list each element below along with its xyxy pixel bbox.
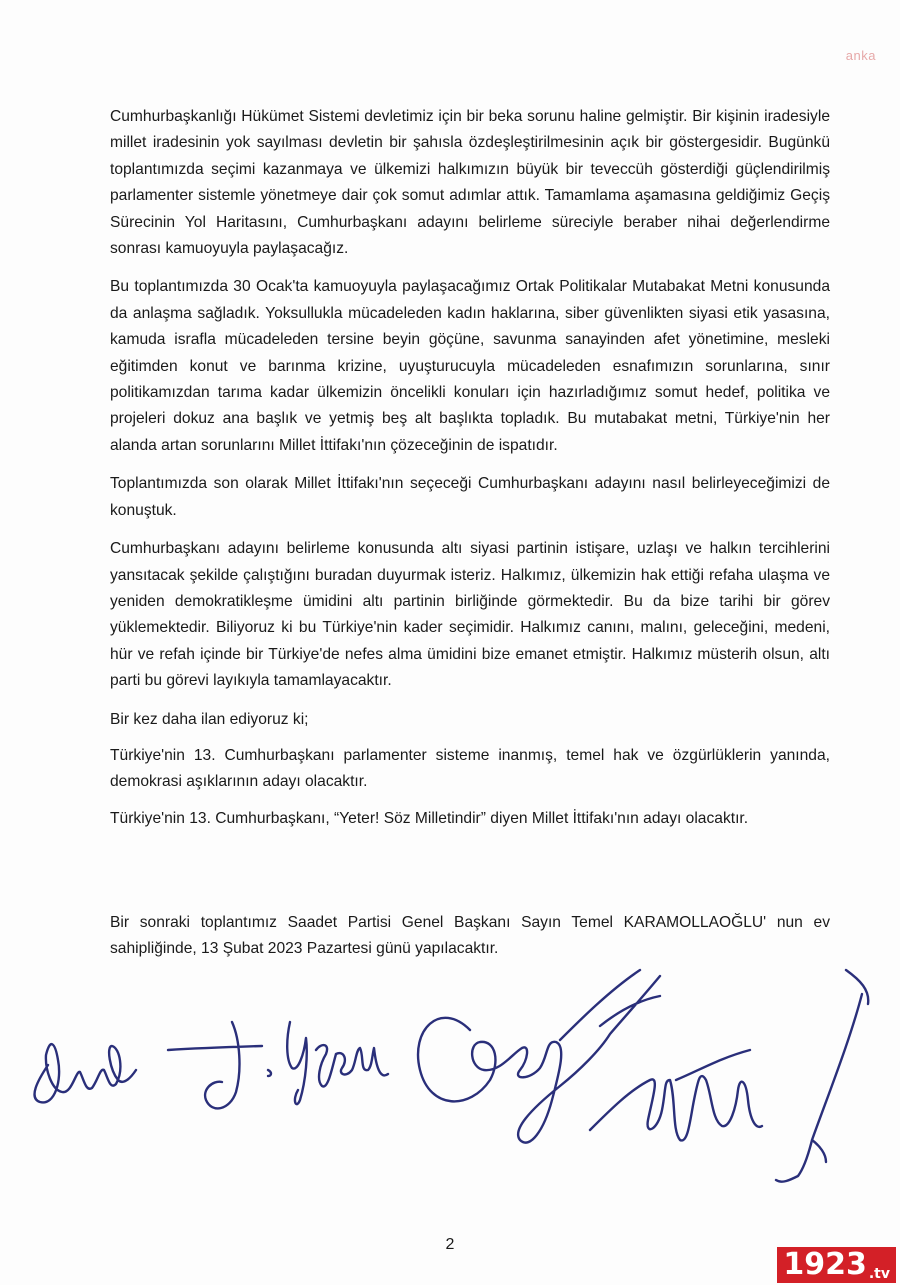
signatures-area bbox=[0, 930, 900, 1230]
closing-paragraph: Bir sonraki toplantımız Saadet Partisi Genel Başkanı Sayın Temel KARAMOLLAOĞLU' nun ev sahipliğinde, 13 Şubat 2023 Pazartesi günü yapılacaktır. bbox=[110, 914, 830, 958]
signature-2 bbox=[168, 1022, 388, 1108]
page-number: 2 bbox=[445, 1236, 455, 1253]
signature-1 bbox=[35, 1044, 136, 1102]
logo-main-text: 1923 bbox=[783, 1247, 867, 1282]
paragraph: Cumhurbaşkanlığı Hükümet Sistemi devletimiz için bir beka sorunu haline gelmiştir. Bir kişinin iradesiyle millet iradesinin yok sayılması devletin bir şahısla özdeşleştirilmesinin açık bir göstergesidir. Bugünkü toplantımızda seçimi kazanmaya ve ülkemizi halkımızın büyük bir teveccüh gösterdiği güçlendirilmiş parlamenter sistemle yönetmeye dair çok somut adımlar attık. Tamamlama aşamasına geldiğimiz Geçiş Sürecinin Yol Haritasını, Cumhurbaşkanı adayını belirleme süreciyle beraber nihai değerlendirme sonrası kamuoyuyla paylaşacağız. bbox=[110, 108, 830, 258]
signatures-svg bbox=[0, 930, 900, 1230]
watermark: anka bbox=[845, 48, 876, 63]
logo-suffix-text: .tv bbox=[868, 1266, 890, 1282]
paragraph: Toplantımızda son olarak Millet İttifakı'nın seçeceği Cumhurbaşkanı adayını nasıl belirleyeceğimizi de konuştuk. bbox=[110, 475, 830, 519]
paragraph: Bir kez daha ilan ediyoruz ki; bbox=[110, 710, 309, 728]
paragraph: Bu toplantımızda 30 Ocak'ta kamuoyuyla paylaşacağımız Ortak Politikalar Mutabakat Metni konusunda da anlaşma sağladık. Yoksullukla mücadeleden kadın haklarına, siber güvenlikten siyasi etik yasasına, kamuda israfla mücadeleden tersine beyin göçüne, savunma sanayinden afet yönetimine, mesleki eğitimden konut ve barınma krizine, uyuşturucuyla mücadeleden esnafımızın sorunlarına, sınır politikamızdan tarıma kadar ülkemizin öncelikli konuları için hazırladığımız somut hedef, politika ve projeleri dokuz ana başlık ve yetmiş beş alt başlıkta topladık. Bu mutabakat metni, Türkiye'nin her alanda artan sorunlarını Millet İttifakı'nın çözeceğinin de ispatıdır. bbox=[110, 278, 830, 454]
paragraph: Türkiye'nin 13. Cumhurbaşkanı, “Yeter! Söz Milletindir” diyen Millet İttifakı'nın adayı olacaktır. bbox=[110, 809, 749, 827]
signature-5 bbox=[776, 970, 868, 1182]
document-body bbox=[110, 104, 830, 844]
paragraph: Cumhurbaşkanı adayını belirleme konusunda altı siyasi partinin istişare, uzlaşı ve halkın tercihlerini yansıtacak şekilde çalıştığını buradan duyurmak isteriz. Halkımız, ülkemizin hak ettiği refaha ulaşma ve yeniden demokratikleşme ümidini altı partinin birliğinde görmektedir. Bu da bize tarihi bir görev yüklemektedir. Biliyoruz ki bu Türkiye'nin kader seçimidir. Halkımız canını, malını, geleceğini, medeni, hür ve refah içinde bir Türkiye'de nefes alma ümidini bize emanet etmiştir. Halkımız müsterih olsun, altı parti bu görevi layıkıyla tamamlayacaktır. bbox=[110, 540, 830, 690]
paragraph: Türkiye'nin 13. Cumhurbaşkanı parlamenter sisteme inanmış, temel hak ve özgürlüklerin yanında, demokrasi aşıklarının adayı olacaktır. bbox=[110, 746, 830, 791]
signature-4 bbox=[590, 1050, 762, 1140]
signature-3 bbox=[418, 970, 660, 1143]
channel-logo bbox=[777, 1247, 896, 1283]
